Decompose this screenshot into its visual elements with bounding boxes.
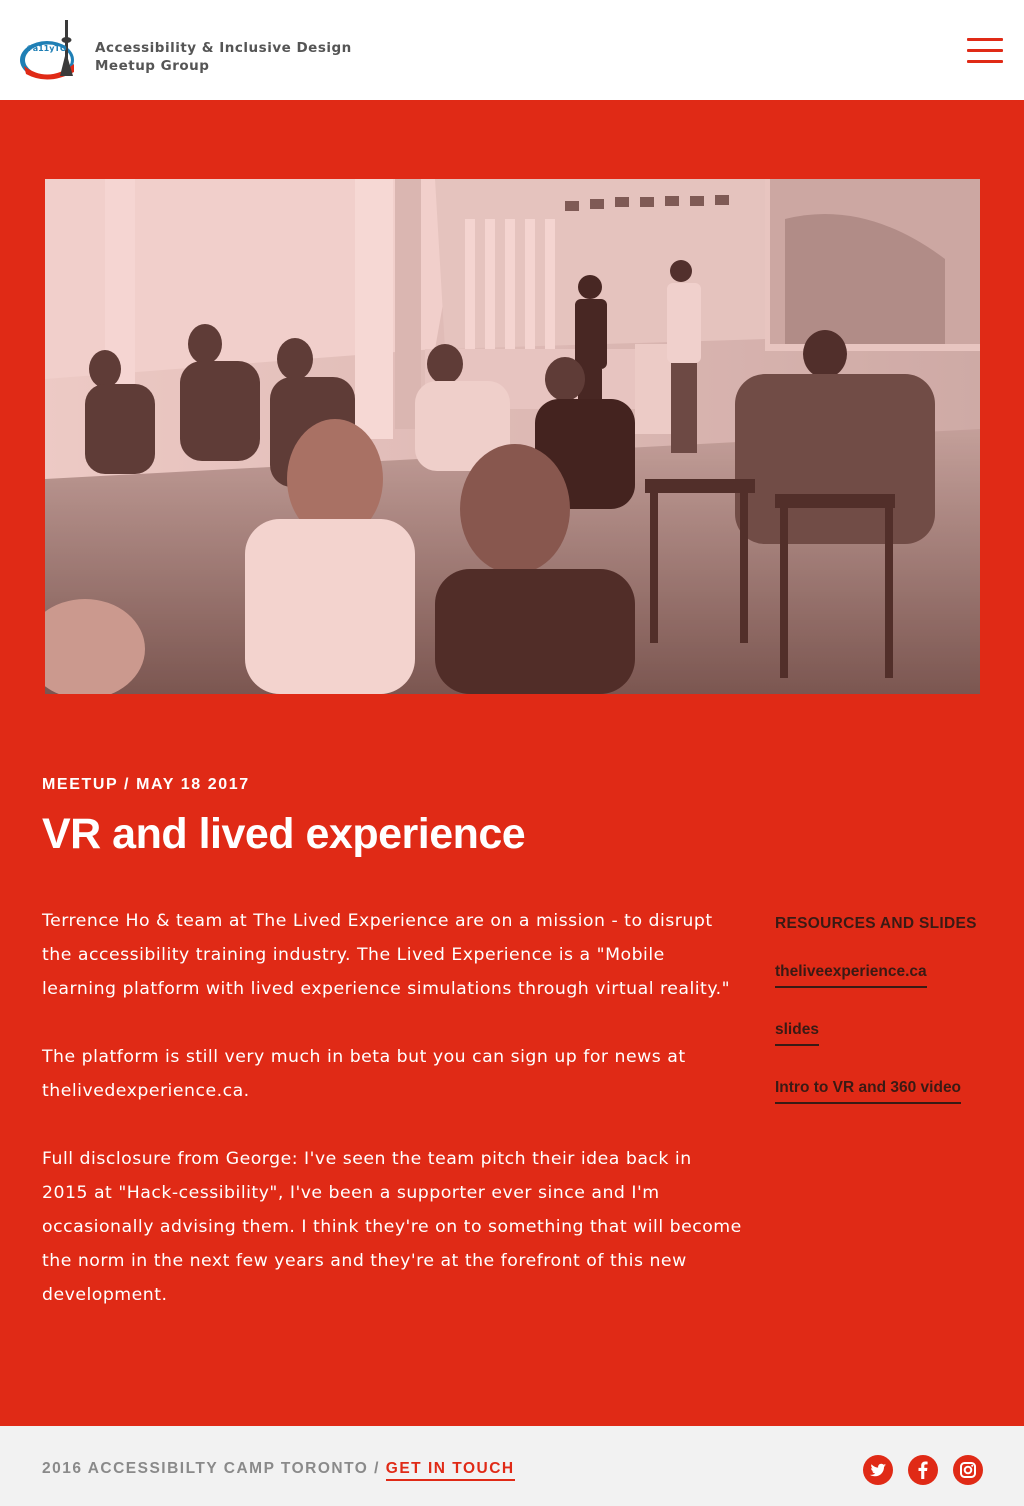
- hero-photo: [45, 179, 980, 694]
- get-in-touch-link[interactable]: GET IN TOUCH: [386, 1460, 515, 1481]
- main-content: [0, 100, 1024, 1426]
- article-meta: MEETUP / MAY 18 2017: [42, 776, 250, 793]
- resource-link-slides[interactable]: slides: [775, 1021, 819, 1046]
- site-title-line1: Accessibility & Inclusive Design: [95, 40, 352, 56]
- article-paragraph: The platform is still very much in beta but you can sign up for news at thelivedexperience.ca.: [42, 1047, 686, 1101]
- site-title-line2: Meetup Group: [95, 58, 210, 74]
- site-footer: [0, 1426, 1024, 1506]
- article-body: [42, 904, 742, 1346]
- article-paragraph: Full disclosure from George: I've seen the team pitch their idea back in 2015 at "Hack-cessibility", I've been a supporter ever since and I'm occasionally advising them. I think they're on to something that will become the norm in the next few years and they're at the forefront of this new development.: [42, 1149, 742, 1305]
- site-title[interactable]: [95, 39, 352, 75]
- resources-panel: [775, 915, 1005, 1135]
- article-title: VR and lived experience: [42, 810, 526, 858]
- logo-icon[interactable]: [18, 18, 80, 82]
- twitter-icon[interactable]: [863, 1455, 893, 1485]
- logo-text: #a11yTO: [26, 44, 67, 53]
- footer-copyright: 2016 ACCESSIBILTY CAMP TORONTO /: [42, 1460, 386, 1477]
- site-header: [0, 0, 1024, 100]
- facebook-icon[interactable]: [908, 1455, 938, 1485]
- hero-image: [45, 179, 980, 694]
- article-paragraph: Terrence Ho & team at The Lived Experience are on a mission - to disrupt the accessibility training industry. The Lived Experience is a "Mobile learning platform with lived experience simulations through virtual reality.": [42, 911, 731, 999]
- footer-text: [42, 1460, 515, 1478]
- menu-button[interactable]: [965, 36, 1005, 66]
- resources-heading: RESOURCES AND SLIDES: [775, 915, 977, 932]
- resource-link-liveexperience[interactable]: theliveexperience.ca: [775, 963, 927, 988]
- resource-link-intro-vr[interactable]: Intro to VR and 360 video: [775, 1079, 961, 1104]
- hamburger-icon: [967, 38, 1003, 41]
- instagram-icon[interactable]: [953, 1455, 983, 1485]
